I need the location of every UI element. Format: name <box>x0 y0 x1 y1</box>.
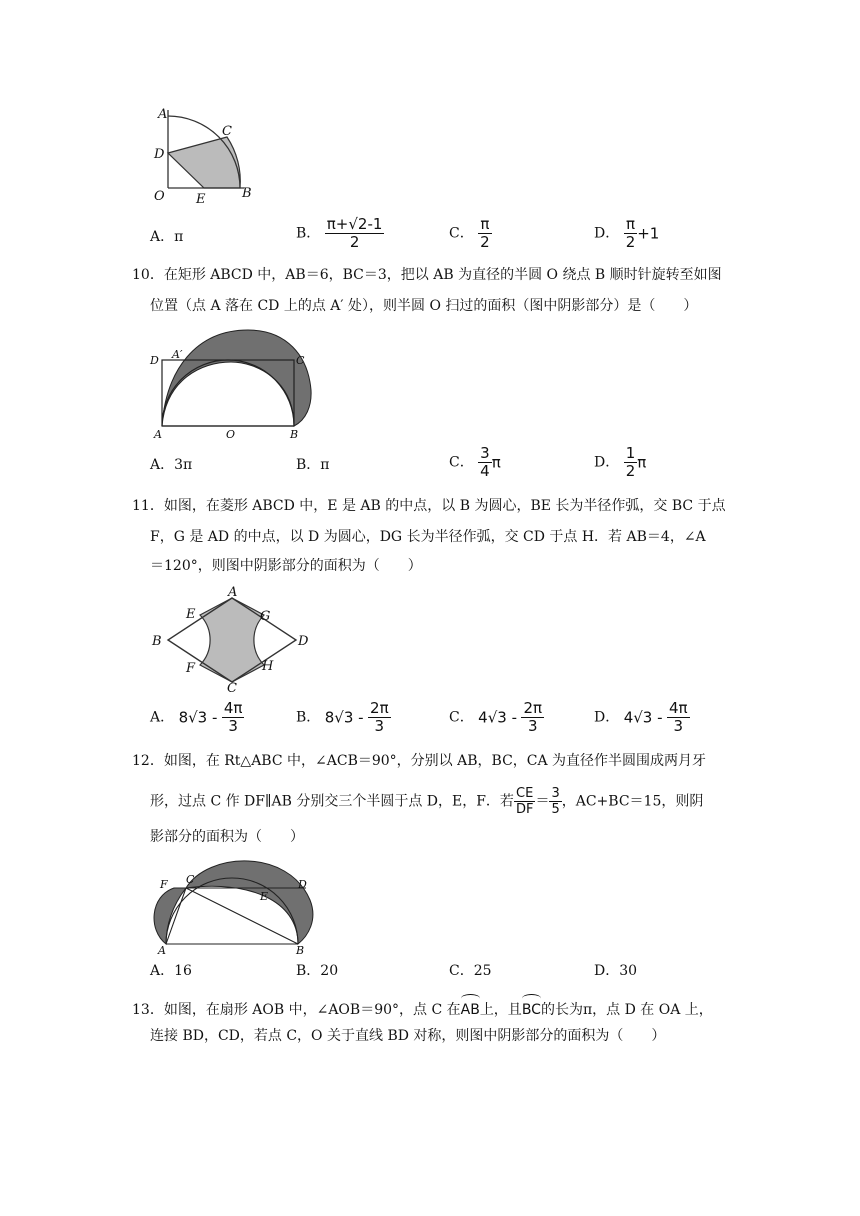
q12-crescent-left <box>154 888 186 944</box>
q10-label-A1: A′ <box>172 348 183 361</box>
q12-option-d[interactable]: D．30 <box>594 963 638 979</box>
q13-line-1: 13．如图，在扇形 AOB 中，∠AOB＝90°，点 C 在 AB上，且 BC的长为π，点 D 在 OA 上， <box>132 997 713 1019</box>
q12-label-B: B <box>296 944 305 956</box>
q12-option-a[interactable]: A．16 <box>150 963 192 979</box>
q12-label-F: F <box>160 878 168 891</box>
q12-line-1: 12．如图，在 Rt△ABC 中，∠ACB＝90°，分别以 AB，BC，CA 为直径作半圆围成两月牙 <box>132 753 707 769</box>
q11-label-B: B <box>152 634 162 649</box>
q9-label-C: C <box>222 124 232 139</box>
q11-label-E: E <box>186 607 196 622</box>
q11-shaded-region <box>200 598 264 682</box>
q9-shaded-region <box>168 137 240 188</box>
q10-shaded-region <box>162 330 311 426</box>
q9-label-A: A <box>158 107 168 122</box>
q13-arc-ab: AB <box>461 997 480 1019</box>
q11-label-D: D <box>298 634 309 649</box>
q10-line-1: 10．在矩形 ABCD 中，AB＝6，BC＝3，把以 AB 为直径的半圆 O 绕点 B 顺时针旋转至如图 <box>132 267 722 283</box>
q10-option-d[interactable]: D． $\frac{1}{2}$ π <box>594 444 647 480</box>
q11-label-A: A <box>228 585 238 600</box>
q12-option-b[interactable]: B．20 <box>296 963 339 979</box>
q12-line-3: 影部分的面积为（ ） <box>150 829 304 845</box>
q12-ratio-fraction: $\frac{CE}{DF}$ <box>515 786 534 817</box>
q10-line-2: 位置（点 A 落在 CD 上的点 A′ 处），则半圆 O 扫过的面积（图中阴影部分）是（ ） <box>150 298 698 314</box>
q12-label-A: A <box>158 944 166 956</box>
q10-option-b[interactable]: B．π <box>296 457 330 473</box>
q12-value-fraction: $\frac{3}{5}$ <box>551 786 560 817</box>
q11-label-F: F <box>186 661 196 676</box>
q11-option-a-fraction: $\frac{4\pi}{3}$ <box>223 699 243 735</box>
q11-option-c[interactable]: C． 4√3 - $\frac{2\pi}{3}$ <box>449 699 543 735</box>
q9-label-O: O <box>154 189 165 204</box>
q12-line-2: 形，过点 C 作 DF∥AB 分别交三个半圆于点 D，E，F．若 $\frac{CE}{DF}$ ＝ $\frac{3}{5}$ ，AC+BC＝15，则阴 <box>150 786 704 817</box>
q11-option-c-fraction: $\frac{2\pi}{3}$ <box>523 699 543 735</box>
q12-label-C: C <box>186 873 195 886</box>
q10-label-D: D <box>150 354 159 367</box>
q11-label-H: H <box>262 659 274 674</box>
q9-option-b-fraction: $\frac{\pi+√2-1}{2}$ <box>326 215 383 251</box>
q9-option-c-fraction: $\frac{\pi}{2}$ <box>480 215 490 251</box>
q11-option-b[interactable]: B． 8√3 - $\frac{2\pi}{3}$ <box>296 699 389 735</box>
q9-option-a[interactable]: A．π <box>150 229 184 245</box>
q11-line-1: 11．如图，在菱形 ABCD 中，E 是 AB 的中点，以 B 为圆心，BE 长为半径作弧，交 BC 于点 <box>132 498 726 514</box>
q11-label-G: G <box>260 609 271 624</box>
q10-figure <box>146 320 326 442</box>
q12-option-c[interactable]: C．25 <box>449 963 492 979</box>
q10-label-C: C <box>296 354 305 367</box>
q9-label-D: D <box>154 147 165 162</box>
q9-label-B: B <box>242 186 252 201</box>
q9-option-b[interactable]: B． $\frac{\pi+√2-1}{2}$ <box>296 215 383 251</box>
q11-option-a[interactable]: A． 8√3 - $\frac{4\pi}{3}$ <box>150 699 243 735</box>
q10-label-O: O <box>226 428 236 441</box>
q10-label-B: B <box>290 428 299 441</box>
q9-option-d-fraction: $\frac{\pi}{2}$ <box>625 215 636 251</box>
q12-crescent-right <box>186 861 313 944</box>
q11-line-2: F，G 是 AD 的中点，以 D 为圆心，DG 长为半径作弧，交 CD 于点 H．若 AB＝4，∠A <box>150 529 706 545</box>
q11-option-b-fraction: $\frac{2\pi}{3}$ <box>370 699 389 735</box>
q11-line-3: ＝120°，则图中阴影部分的面积为（ ） <box>150 558 422 574</box>
q12-label-E: E <box>260 890 269 903</box>
q9-option-d[interactable]: D． $\frac{\pi}{2}$ +1 <box>594 215 660 251</box>
q13-line-2: 连接 BD，CD，若点 C，O 关于直线 BD 对称，则图中阴影部分的面积为（ ） <box>150 1028 666 1044</box>
q9-option-c[interactable]: C． $\frac{\pi}{2}$ <box>449 215 490 251</box>
q12-label-D: D <box>298 878 307 891</box>
q11-option-d[interactable]: D． 4√3 - $\frac{4\pi}{3}$ <box>594 699 688 735</box>
q11-label-C: C <box>227 681 237 696</box>
q10-option-d-fraction: $\frac{1}{2}$ <box>625 444 636 480</box>
q12-figure <box>148 850 324 956</box>
q9-figure <box>140 100 270 210</box>
q9-label-E: E <box>196 192 206 207</box>
q11-figure <box>148 584 328 696</box>
q13-arc-bc: BC <box>522 997 541 1019</box>
q10-option-c[interactable]: C． $\frac{3}{4}$ π <box>449 444 501 480</box>
q10-label-A: A <box>154 428 162 441</box>
q10-option-a[interactable]: A．3π <box>150 457 193 473</box>
q11-option-d-fraction: $\frac{4\pi}{3}$ <box>668 699 688 735</box>
q10-option-c-fraction: $\frac{3}{4}$ <box>480 444 490 480</box>
